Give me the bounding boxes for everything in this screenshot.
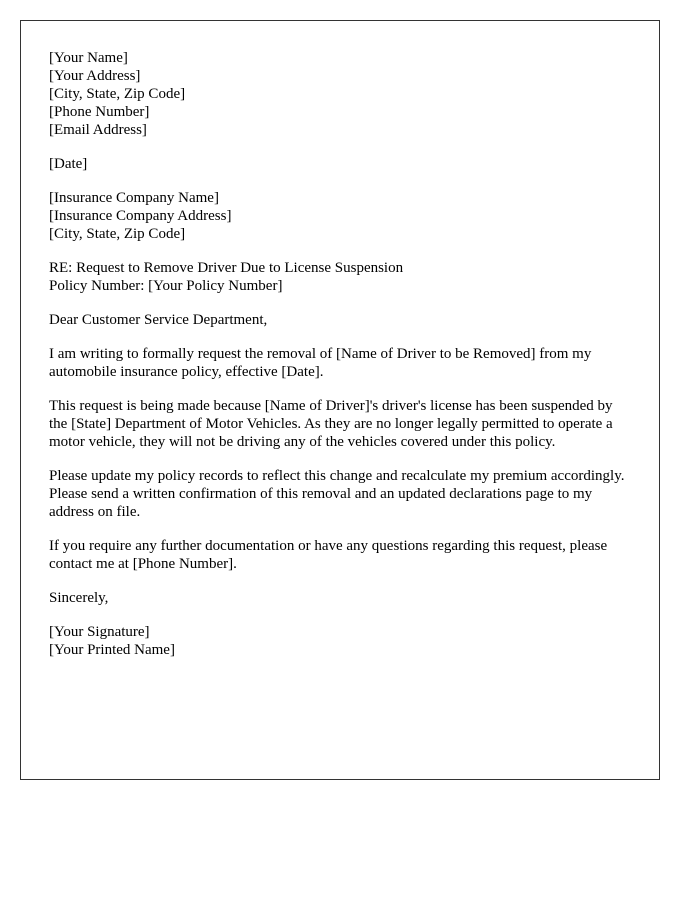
closing-block [49, 589, 631, 607]
recipient-block [49, 189, 631, 243]
re-line: RE: Request to Remove Driver Due to License Suspension [49, 260, 404, 276]
printed-name: [Your Printed Name] [49, 642, 175, 658]
closing: Sincerely, [49, 590, 109, 606]
sender-block [49, 49, 631, 139]
recipient-company-name: [Insurance Company Name] [49, 190, 219, 206]
recipient-city-state-zip: [City, State, Zip Code] [49, 226, 186, 242]
body-paragraph-3: Please update my policy records to reflect this change and recalculate my premium accordingly. Please send a written confirmation of this removal and an updated declarations page to my address on file. [49, 468, 625, 520]
body-paragraph-4: If you require any further documentation or have any questions regarding this request, please contact me at [Phone Number]. [49, 538, 608, 572]
salutation-block [49, 311, 631, 329]
letter-page [20, 20, 660, 780]
signature-line: [Your Signature] [49, 624, 150, 640]
sender-phone: [Phone Number] [49, 104, 150, 120]
policy-number-line: Policy Number: [Your Policy Number] [49, 278, 283, 294]
body-paragraph-2: This request is being made because [Name of Driver]'s driver's license has been suspended by the [State] Department of Motor Vehicles. As they are no longer legally permitted to operate a motor vehicle, they will not be driving any of the vehicles covered under this policy. [49, 398, 613, 450]
sender-city-state-zip: [City, State, Zip Code] [49, 86, 186, 102]
sender-email: [Email Address] [49, 122, 147, 138]
body-paragraph-1: I am writing to formally request the removal of [Name of Driver to be Removed] from my automobile insurance policy, effective [Date]. [49, 346, 592, 380]
sender-address: [Your Address] [49, 68, 141, 84]
signature-block [49, 623, 631, 659]
date-block [49, 155, 631, 173]
letter-date: [Date] [49, 156, 88, 172]
sender-name: [Your Name] [49, 50, 128, 66]
reference-block [49, 259, 631, 295]
salutation: Dear Customer Service Department, [49, 312, 268, 328]
recipient-company-address: [Insurance Company Address] [49, 208, 232, 224]
